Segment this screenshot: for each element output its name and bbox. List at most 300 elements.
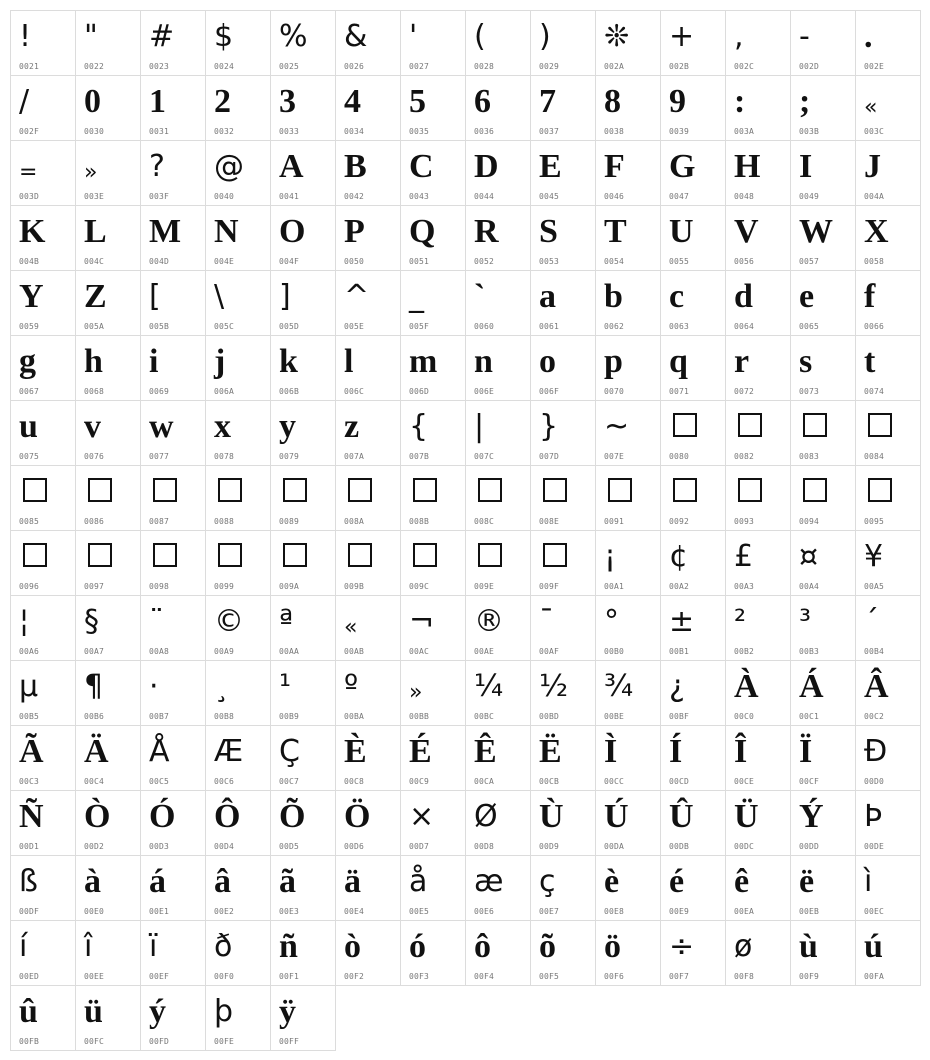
glyph-cell[interactable] [856,466,921,531]
glyph-cell[interactable] [76,336,141,401]
glyph-char: Õ [279,798,306,835]
glyph-cell[interactable] [466,271,531,336]
glyph-cell[interactable] [336,336,401,401]
glyph-cell[interactable] [466,336,531,401]
glyph-char: å [409,864,428,899]
glyph-cell[interactable] [661,206,726,271]
glyph-cell[interactable] [401,76,466,141]
glyph-cell[interactable] [206,986,271,1051]
glyph-cell[interactable] [661,401,726,466]
glyph-cell[interactable] [596,271,661,336]
codepoint-label: 0063 [669,322,690,331]
glyph-cell[interactable] [466,726,531,791]
glyph-cell[interactable] [661,271,726,336]
glyph-cell[interactable] [401,596,466,661]
glyph-cell[interactable] [336,726,401,791]
glyph-cell[interactable] [401,11,466,76]
glyph-cell[interactable] [791,661,856,726]
glyph-cell[interactable] [76,531,141,596]
glyph-cell[interactable] [271,531,336,596]
codepoint-label: 009C [409,582,430,591]
glyph-cell[interactable] [401,401,466,466]
glyph-cell[interactable] [856,856,921,921]
glyph-cell[interactable] [726,76,791,141]
glyph-cell[interactable] [401,271,466,336]
glyph-cell[interactable] [271,76,336,141]
glyph-cell[interactable] [791,726,856,791]
codepoint-label: 00E9 [669,907,690,916]
glyph-char: ½ [539,669,569,704]
glyph-cell[interactable] [401,921,466,986]
glyph-cell[interactable] [206,596,271,661]
missing-glyph-box-icon [478,478,502,502]
glyph-cell[interactable] [271,921,336,986]
glyph-cell[interactable] [141,986,206,1051]
glyph-cell[interactable] [466,466,531,531]
glyph-cell[interactable] [206,466,271,531]
glyph-cell[interactable] [596,141,661,206]
glyph-cell[interactable] [271,986,336,1051]
glyph-char: ó [409,928,426,965]
glyph-cell[interactable] [531,921,596,986]
glyph-cell[interactable] [596,336,661,401]
glyph-cell[interactable] [531,11,596,76]
glyph-cell[interactable] [11,466,76,531]
glyph-cell[interactable] [596,206,661,271]
glyph-char: _ [409,279,424,314]
glyph-cell[interactable] [11,11,76,76]
glyph-cell[interactable] [141,206,206,271]
glyph-cell[interactable] [141,661,206,726]
glyph-cell[interactable] [141,531,206,596]
codepoint-label: 00A7 [84,647,105,656]
glyph-cell[interactable] [76,141,141,206]
codepoint-label: 005B [149,322,170,331]
glyph-cell[interactable] [11,921,76,986]
glyph-cell[interactable] [466,11,531,76]
glyph-cell[interactable] [401,336,466,401]
glyph-cell[interactable] [856,661,921,726]
glyph-cell[interactable] [271,856,336,921]
glyph-cell[interactable] [271,726,336,791]
glyph-cell[interactable] [531,531,596,596]
glyph-cell[interactable] [661,726,726,791]
glyph-cell[interactable] [336,401,401,466]
glyph-cell[interactable] [141,856,206,921]
glyph-cell[interactable] [596,856,661,921]
codepoint-label: 0042 [344,192,365,201]
glyph-cell[interactable] [11,141,76,206]
glyph-char: ø [734,929,753,964]
glyph-cell[interactable] [206,141,271,206]
codepoint-label: 0061 [539,322,560,331]
codepoint-label: 0065 [799,322,820,331]
glyph-cell[interactable] [271,661,336,726]
glyph-char: B [344,148,367,185]
glyph-cell[interactable] [661,466,726,531]
glyph-cell[interactable] [76,271,141,336]
glyph-cell[interactable] [856,921,921,986]
glyph-cell[interactable] [401,726,466,791]
glyph-cell[interactable] [206,726,271,791]
glyph-cell[interactable] [596,596,661,661]
glyph-cell[interactable] [206,206,271,271]
glyph-cell[interactable] [76,466,141,531]
glyph-char: W [799,213,833,250]
glyph-cell[interactable] [466,141,531,206]
glyph-cell[interactable] [856,271,921,336]
glyph-cell[interactable] [336,596,401,661]
glyph-cell[interactable] [336,141,401,206]
glyph-char: Ï [799,733,813,770]
glyph-cell[interactable] [206,856,271,921]
glyph-cell[interactable] [726,921,791,986]
glyph-cell[interactable] [336,466,401,531]
glyph-cell[interactable] [76,791,141,856]
codepoint-label: 0043 [409,192,430,201]
codepoint-label: 00EE [84,972,105,981]
codepoint-label: 0067 [19,387,40,396]
glyph-cell[interactable] [401,531,466,596]
glyph-cell[interactable] [336,531,401,596]
glyph-char: Ø [474,799,498,834]
glyph-cell[interactable] [531,726,596,791]
glyph-cell[interactable] [661,661,726,726]
glyph-cell[interactable] [76,986,141,1051]
codepoint-label: 00E3 [279,907,300,916]
glyph-char: ¡ [604,539,617,574]
glyph-cell[interactable] [206,76,271,141]
glyph-cell[interactable] [726,596,791,661]
glyph-cell[interactable] [531,206,596,271]
glyph-cell[interactable] [466,596,531,661]
codepoint-label: 00CB [539,777,560,786]
glyph-cell[interactable] [856,726,921,791]
glyph-cell[interactable] [466,206,531,271]
glyph-cell[interactable] [76,921,141,986]
glyph-cell[interactable] [856,596,921,661]
glyph-cell[interactable] [206,11,271,76]
glyph-cell[interactable] [141,401,206,466]
codepoint-label: 0053 [539,257,560,266]
codepoint-label: 00C6 [214,777,235,786]
glyph-cell[interactable] [726,661,791,726]
glyph-cell[interactable] [206,531,271,596]
glyph-cell[interactable] [466,531,531,596]
glyph-cell[interactable] [206,401,271,466]
glyph-char: Û [669,798,694,835]
glyph-cell[interactable] [11,726,76,791]
codepoint-label: 00A9 [214,647,235,656]
glyph-cell[interactable] [11,401,76,466]
glyph-cell[interactable] [791,466,856,531]
glyph-cell[interactable] [336,206,401,271]
glyph-cell[interactable] [336,271,401,336]
missing-glyph-box-icon [413,478,437,502]
glyph-cell[interactable] [336,76,401,141]
glyph-cell[interactable] [856,206,921,271]
glyph-cell[interactable] [661,11,726,76]
glyph-cell[interactable] [596,11,661,76]
glyph-cell[interactable] [466,76,531,141]
glyph-cell[interactable] [141,921,206,986]
glyph-cell[interactable] [11,336,76,401]
glyph-cell[interactable] [531,271,596,336]
glyph-cell[interactable] [726,726,791,791]
codepoint-label: 00AE [474,647,495,656]
glyph-cell[interactable] [726,531,791,596]
glyph-cell[interactable] [726,271,791,336]
glyph-cell[interactable] [76,856,141,921]
glyph-cell[interactable] [726,856,791,921]
glyph-cell[interactable] [11,76,76,141]
glyph-cell[interactable] [791,141,856,206]
glyph-cell[interactable] [141,336,206,401]
glyph-char: { [409,409,429,444]
codepoint-label: 00A6 [19,647,40,656]
glyph-cell[interactable] [141,791,206,856]
codepoint-label: 0054 [604,257,625,266]
codepoint-label: 0082 [734,452,755,461]
glyph-cell[interactable] [206,661,271,726]
codepoint-label: 00D5 [279,842,300,851]
glyph-cell[interactable] [791,206,856,271]
glyph-char: w [149,408,174,445]
glyph-char: ò [344,928,361,965]
glyph-cell[interactable] [726,466,791,531]
glyph-char: i [149,343,159,380]
glyph-cell[interactable] [856,336,921,401]
codepoint-label: 0056 [734,257,755,266]
glyph-cell[interactable] [726,401,791,466]
glyph-cell[interactable] [596,726,661,791]
glyph-cell[interactable] [531,856,596,921]
glyph-char: K [19,213,46,250]
glyph-cell[interactable] [271,336,336,401]
glyph-cell[interactable] [141,11,206,76]
glyph-cell[interactable] [856,531,921,596]
glyph-cell[interactable] [726,791,791,856]
glyph-cell[interactable] [76,596,141,661]
glyph-cell[interactable] [726,11,791,76]
glyph-cell[interactable] [336,921,401,986]
missing-glyph-box-icon [348,478,372,502]
codepoint-label: 00B7 [149,712,170,721]
glyph-cell[interactable] [76,726,141,791]
glyph-cell[interactable] [596,531,661,596]
glyph-cell[interactable] [336,11,401,76]
glyph-cell[interactable] [726,206,791,271]
glyph-char: ý [149,993,166,1030]
glyph-cell[interactable] [466,661,531,726]
codepoint-label: 0070 [604,387,625,396]
glyph-cell[interactable] [271,11,336,76]
glyph-char: " [84,19,98,54]
glyph-cell[interactable] [206,791,271,856]
glyph-cell[interactable] [401,466,466,531]
codepoint-label: 009B [344,582,365,591]
glyph-char: ¶ [84,669,104,704]
glyph-cell[interactable] [206,921,271,986]
glyph-char: Ã [19,733,44,770]
glyph-char: I [799,148,813,185]
glyph-cell[interactable] [531,466,596,531]
glyph-cell[interactable] [726,141,791,206]
codepoint-label: 006B [279,387,300,396]
glyph-cell[interactable] [661,76,726,141]
glyph-cell[interactable] [856,791,921,856]
glyph-cell[interactable] [531,76,596,141]
glyph-cell[interactable] [466,791,531,856]
glyph-cell[interactable] [596,401,661,466]
codepoint-label: 0095 [864,517,885,526]
glyph-cell[interactable] [791,921,856,986]
glyph-cell[interactable] [271,141,336,206]
codepoint-label: 00D2 [84,842,105,851]
glyph-cell[interactable] [856,141,921,206]
glyph-char: ^ [344,279,370,314]
glyph-cell[interactable] [791,336,856,401]
glyph-cell[interactable] [791,596,856,661]
glyph-cell[interactable] [336,856,401,921]
glyph-cell[interactable] [791,856,856,921]
codepoint-label: 0096 [19,582,40,591]
glyph-cell[interactable] [791,531,856,596]
glyph-cell[interactable] [596,791,661,856]
glyph-cell[interactable] [661,596,726,661]
glyph-cell[interactable] [401,856,466,921]
glyph-cell[interactable] [661,531,726,596]
glyph-char: Ç [279,734,300,769]
glyph-char: = [19,160,38,185]
glyph-cell[interactable] [336,661,401,726]
glyph-cell[interactable] [11,986,76,1051]
codepoint-label: 00FB [19,1037,40,1046]
glyph-cell[interactable] [661,856,726,921]
glyph-cell[interactable] [11,856,76,921]
glyph-cell[interactable] [11,531,76,596]
glyph-cell[interactable] [466,401,531,466]
glyph-char: e [799,278,815,315]
glyph-char: ¾ [604,669,634,704]
glyph-cell[interactable] [11,791,76,856]
glyph-cell[interactable] [791,271,856,336]
glyph-cell[interactable] [206,271,271,336]
glyph-cell[interactable] [531,336,596,401]
glyph-cell[interactable] [791,11,856,76]
glyph-char: ü [84,993,103,1030]
codepoint-label: 0062 [604,322,625,331]
glyph-cell[interactable] [401,791,466,856]
glyph-cell[interactable] [11,661,76,726]
codepoint-label: 00A1 [604,582,625,591]
codepoint-label: 0071 [669,387,690,396]
codepoint-label: 00B6 [84,712,105,721]
glyph-cell[interactable] [141,726,206,791]
glyph-cell[interactable] [401,141,466,206]
glyph-cell[interactable] [531,661,596,726]
codepoint-label: 00BC [474,712,495,721]
glyph-cell[interactable] [271,466,336,531]
codepoint-label: 00B5 [19,712,40,721]
glyph-cell[interactable] [466,856,531,921]
codepoint-label: 005A [84,322,105,331]
glyph-cell[interactable] [336,791,401,856]
glyph-cell[interactable] [271,596,336,661]
glyph-cell[interactable] [661,921,726,986]
glyph-cell[interactable] [271,271,336,336]
glyph-cell[interactable] [271,401,336,466]
glyph-char: r [734,343,750,380]
glyph-cell[interactable] [726,336,791,401]
glyph-cell[interactable] [791,76,856,141]
glyph-char: ù [799,928,818,965]
glyph-cell[interactable] [856,401,921,466]
codepoint-label: 003C [864,127,885,136]
glyph-cell[interactable] [596,661,661,726]
glyph-cell[interactable] [76,661,141,726]
glyph-cell[interactable] [531,791,596,856]
glyph-cell[interactable] [466,921,531,986]
glyph-cell[interactable] [661,336,726,401]
glyph-cell[interactable] [141,596,206,661]
glyph-cell[interactable] [141,271,206,336]
glyph-char: ð [214,929,233,964]
glyph-cell[interactable] [141,141,206,206]
glyph-cell[interactable] [661,791,726,856]
glyph-char: 1 [149,83,166,120]
glyph-cell[interactable] [76,76,141,141]
codepoint-label: 00C5 [149,777,170,786]
glyph-cell[interactable] [856,11,921,76]
glyph-char: ë [799,863,815,900]
glyph-cell[interactable] [531,596,596,661]
glyph-cell[interactable] [401,206,466,271]
glyph-cell[interactable] [141,76,206,141]
glyph-cell[interactable] [531,141,596,206]
glyph-cell[interactable] [661,141,726,206]
glyph-cell[interactable] [856,76,921,141]
glyph-cell[interactable] [76,11,141,76]
glyph-cell[interactable] [271,791,336,856]
glyph-char: É [409,733,432,770]
glyph-cell[interactable] [791,791,856,856]
glyph-char: § [84,604,99,639]
glyph-cell[interactable] [141,466,206,531]
glyph-char: % [279,19,308,54]
glyph-cell[interactable] [271,206,336,271]
codepoint-label: 0074 [864,387,885,396]
codepoint-label: 00F4 [474,972,495,981]
glyph-cell[interactable] [596,466,661,531]
codepoint-label: 00DD [799,842,820,851]
glyph-cell[interactable] [401,661,466,726]
glyph-cell[interactable] [11,206,76,271]
glyph-cell[interactable] [76,401,141,466]
glyph-cell[interactable] [11,596,76,661]
glyph-char: Â [864,668,889,705]
glyph-cell[interactable] [206,336,271,401]
glyph-cell[interactable] [596,76,661,141]
codepoint-label: 0098 [149,582,170,591]
glyph-grid [10,10,921,1051]
glyph-cell[interactable] [596,921,661,986]
glyph-cell[interactable] [76,206,141,271]
codepoint-label: 007D [539,452,560,461]
glyph-cell[interactable] [11,271,76,336]
glyph-cell[interactable] [791,401,856,466]
glyph-cell[interactable] [531,401,596,466]
